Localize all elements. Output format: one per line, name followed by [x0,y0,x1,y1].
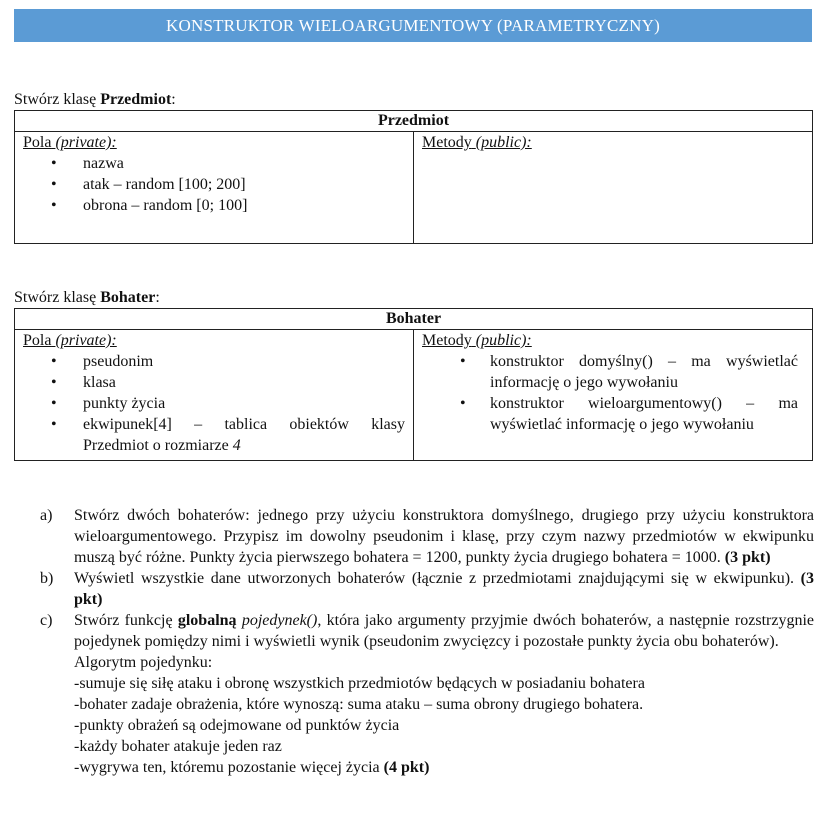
algorithm-step-last [74,757,814,778]
bohater-table-title: Bohater [15,309,813,330]
algorithm-step: -punkty obrażeń są odejmowane od punktów życia [74,717,400,734]
method1-line2: informację o jego wywołaniu [490,374,678,391]
list-item-ekwipunek [83,414,405,456]
list-item: • punkty życia [83,393,405,414]
task-c-text-after: , która jako argumenty przyjmie dwóch bohaterów, a następnie rozstrzygnie pojedynek pomiędzy nimi i wyświetli wynik (pseudonim zwycięzcy i pozostałe punkty życia obu bohaterów). [74,612,815,650]
task-a-label: a) [40,507,53,524]
przedmiot-methods-cell [414,132,813,244]
bohater-intro [14,289,160,307]
przedmiot-fields-heading [23,132,405,153]
przedmiot-fields-cell [15,132,414,244]
bohater-intro-prefix: Stwórz klasę [14,289,101,306]
task-a [40,505,814,568]
task-c-points: (4 pkt) [383,759,430,776]
bohater-fields-label: Pola [23,332,52,349]
list-item: • nazwa [83,153,405,174]
przedmiot-fields-access: (private): [55,134,117,151]
przedmiot-methods-access: (public): [475,134,532,151]
bohater-methods-heading [422,330,804,351]
bohater-methods-list [422,351,804,435]
list-item: • pseudonim [83,351,405,372]
bohater-intro-class: Bohater [100,289,156,306]
section-banner [14,9,812,42]
task-b-label: b) [40,570,54,587]
przedmiot-table-title: Przedmiot [15,111,813,132]
task-b-text: Wyświetl wszystkie dane utworzonych bohaterów (łącznie z przedmiotami znajdującymi się w ekwipunku). [74,570,801,587]
bohater-fields-heading [23,330,405,351]
task-a-points: (3 pkt) [724,549,771,566]
przedmiot-methods-label: Metody [422,134,472,151]
task-b-points: (3 pkt) [74,570,814,608]
method2-line1: • konstruktor wieloargumentowy() – ma [490,395,798,412]
method2-line2: wyświetlać informację o jego wywołaniu [490,416,754,433]
ekwipunek-line2-text: Przedmiot o rozmiarze [83,437,233,454]
przedmiot-fields-list [23,153,405,216]
ekwipunek-size: 4 [232,437,241,454]
algorithm-step: -każdy bohater atakuje jeden raz [74,738,282,755]
bohater-class-table [14,308,813,461]
algorithm-step: -sumuje się siłę ataku i obronę wszystkich przedmiotów będących w posiadaniu bohatera [74,675,645,692]
list-item-method-param [490,393,798,435]
algorithm-step: -bohater zadaje obrażenia, które wynoszą: suma ataku – suma obrony drugiego bohatera. [74,696,644,713]
przedmiot-fields-label: Pola [23,134,52,151]
przedmiot-intro [14,91,176,109]
przedmiot-intro-class: Przedmiot [100,91,172,108]
ekwipunek-line2 [83,435,405,456]
task-a-text: Stwórz dwóch bohaterów: jednego przy użyciu konstruktora domyślnego, drugiego przy użyciu konstruktora wieloargumentowego. Przypisz im dowolny pseudonim i klasę, przy czym nazwy przedmiotów w ekwipunku muszą być różne. Punkty życia pierwszego bohatera = 1200, punkty życia drugiego bohatera = 1000. [74,507,814,566]
list-item-method-default [490,351,798,393]
task-c-text-before: Stwórz funkcję [74,612,178,629]
bohater-methods-cell [414,330,813,461]
bohater-intro-suffix: : [155,289,160,306]
task-list [40,505,814,778]
method1-line1: • konstruktor domyślny() – ma wyświetlać [490,353,798,370]
bohater-fields-list [23,351,405,456]
list-item: • atak – random [100; 200] [83,174,405,195]
task-c-label: c) [40,612,53,629]
bohater-methods-access: (public): [475,332,532,349]
banner-title: KONSTRUKTOR WIELOARGUMENTOWY (PARAMETRYCZNY) [166,16,660,35]
algorithm-block [40,652,814,778]
bohater-fields-cell [15,330,414,461]
list-item: • obrona – random [0; 100] [83,195,405,216]
ekwipunek-line1: • ekwipunek[4] – tablica obiektów klasy [83,416,405,433]
task-c-func-name: pojedynek() [241,612,318,629]
przedmiot-class-table [14,110,813,244]
przedmiot-intro-suffix: : [171,91,176,108]
bohater-methods-label: Metody [422,332,472,349]
task-c-bold-word: globalną [177,612,237,629]
list-item: • klasa [83,372,405,393]
przedmiot-intro-prefix: Stwórz klasę [14,91,101,108]
task-c [40,610,814,652]
przedmiot-methods-heading [422,132,804,153]
algorithm-last-text: -wygrywa ten, któremu pozostanie więcej życia [74,759,384,776]
bohater-fields-access: (private): [55,332,117,349]
task-b [40,568,814,610]
algorithm-title: Algorytm pojedynku: [74,654,213,671]
